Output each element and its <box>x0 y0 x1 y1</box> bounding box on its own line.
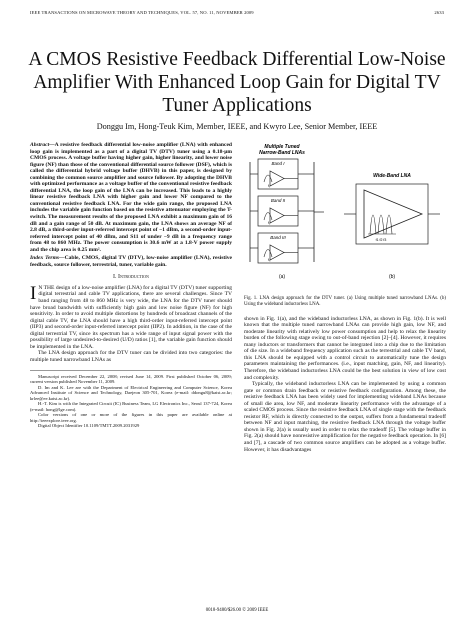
footnote-color: Color versions of one or more of the figures in this paper are available online at http://ieeexplore.ieee.org. <box>30 412 232 423</box>
page-number: 2633 <box>434 10 444 15</box>
subfigure-b-label: (b) <box>388 274 396 280</box>
running-head <box>30 10 444 15</box>
band2-amp-icon <box>270 208 284 223</box>
figure-1 <box>244 142 446 294</box>
right-body-text <box>244 316 446 453</box>
band1-amp-icon <box>270 171 284 186</box>
band2-label: Band II <box>270 198 286 203</box>
footnote <box>30 370 232 429</box>
paper-title: A CMOS Resistive Feedback Differential Low-Noise Amplifier With Enhanced Loop Gain for Digital TV Tuner Applications <box>28 49 446 116</box>
footnote-affiliation-1: D. Im and K. Lee are with the Department of Electrical Engineering and Computer Science, Korea Advanced Institute of Science and Technology, Daejeon 305-701, Korea (e-mail: ddongu8@kaist.ac.kr; krlee@ee.kaist.ac.kr). <box>30 384 232 401</box>
body-paragraph-1: shown in Fig. 1(a), and the wideband inductorless LNA, as shown in Fig. 1(b). It is well known that the multiple tuned narrowband LNAs can provide high gain, low NF, and moderate linearity with relatively low power consumption and help to relax the linearity burden of the following stage owing to out-of-band rejection [2]–[4]. However, it requires many inductors or transformers that cannot be integrated into a chip due to the limitation of die size. In a wideband frequency application such as the terrestrial and cable TV band, this LNA should be equipped with a control circuit to automatically tune the design parameters maintaining the performances. (i.e., input matching, gain, NF, and linearity). Therefore, the wideband inductorless LNA could be the best solution in view of low cost and complexity. <box>244 315 446 381</box>
band2-freq: f₂ <box>268 221 271 225</box>
index-terms <box>30 255 232 268</box>
copyright-note: 0018-9480/$26.00 © 2009 IEEE <box>205 608 269 613</box>
section-heading-introduction: I. Introduction <box>113 274 149 281</box>
band1-label: Band I <box>271 161 285 166</box>
footnote-manuscript: Manuscript received December 22, 2008; revised June 14, 2009. First published October 06, 2009; current version published November 11, 2009. <box>30 373 232 384</box>
intro-paragraph <box>30 282 232 350</box>
abstract <box>30 142 232 253</box>
footnote-doi: Digital Object Identifier 10.1109/TMTT.2009.2031929 <box>38 423 140 428</box>
wideband-box <box>356 184 428 244</box>
wideband-freqs: f1 f2 f3 <box>375 238 387 242</box>
subfigure-a-label: (a) <box>278 274 286 280</box>
drop-cap: I <box>30 282 37 304</box>
label-wide-band: Wide-Band LNA <box>373 173 411 179</box>
band1-filter-icon <box>264 175 272 182</box>
band2-filter-icon <box>264 213 272 221</box>
band3-amp-icon <box>270 245 284 260</box>
band3-label: Band III <box>270 235 286 240</box>
intro-text: N THE design of a low-noise amplifier (LNA) for a digital TV (DTV) tuner supporting digital terrestrial and cable TV applications, there are several challenges. Since TV band ranging from 48 to 860 MHz is very wide, the LNA for the DTV tuner should have broad bandwidth with sufficiently high gain and low noise figure (NF) for high sensitivity. In order to avoid multiple distortions by hundreds of broadcast channels of the digital cable TV, the LNA should have a high third-order input-referred intercept point (IIP3) and second-order input-referred intercept point (IIP2). In addition, in the case of the digital terrestrial TV, since its spectrum has a wide range of input signal power with the possibility of large undesired-to-desired (U/D) ratios [1], the variable gain function should be implemented in the LNA. <box>30 284 232 350</box>
figure-1-diagram <box>244 142 446 294</box>
abstract-label: Abstract— <box>30 142 55 148</box>
abstract-text: A resistive feedback differential low-noise amplifier (LNA) with enhanced loop gain is implemented as a part of a digital TV (DTV) tuner using a 0.18-μm CMOS process. A voltage buffer having higher gain, higher linearity, and lower noise figure (NF) than those of the conventional differential source follower (DSF), which is called the differential hybrid voltage buffer (DHVB) in this paper, is designed by combining the common source amplifier and source follower. By adopting the DHVB with optimized performance as a voltage buffer of the conventional resistive feedback differential LNA, the loop gain of the LNA can be increased. This leads to a highly linear resistive feedback LNA with higher gain and lower NF compared to the conventional resistive feedback LNA. For the wide gain range, the proposed LNA includes the variable gain function based on the resistive attenuator employing the T-switch. The measurement results of the proposed LNA exhibit a maximum gain of 16 dB and a gain range of 50 dB. At maximum gain, the LNA shows an average NF of 2.8 dB, a third-order input-referred intercept point of −1 dBm, a second-order input-referred intercept point of 40 dBm, and S11 of under −9 dB in a frequency range from 48 to 860 MHz. The power consumption is 30.6 mW at a 1.8-V power supply and the chip area is 0.25 mm². <box>30 142 232 253</box>
index-terms-label: Index Terms— <box>30 255 65 262</box>
figure-1-caption: Fig. 1. LNA design approach for the DTV tuner. (a) Using multiple tuned narrowband LNAs. (b) Using the wideband inductorless LNA. <box>244 296 446 307</box>
body-paragraph-2: Typically, the wideband inductorless LNA can be implemented by using a common gate or common drain feedback or resistive feedback configuration. Among these, the resistive feedback LNA has been widely used for implementing wideband LNAs because of small die area, low NF, and moderate linearity performance with the advantage of a scaled CMOS process. Since the resistive feedback LNA of single stage with the feedback resistor RF, which is directly connected to the output, suffers from a fundamental tradeoff between NF and input matching, the resistive feedback LNA through the voltage buffer shown in Fig. 2(a) is usually used in order to relax the tradeoff [5]. The voltage buffer in Fig. 2(a) should have nonresistive amplification for the negative feedback operation. In [6] and [7], a cascade of two common source amplifiers can be adopted as a voltage buffer. However, it has disadvantages <box>244 381 446 453</box>
index-terms-text: Cable, CMOS, digital TV (DTV), low-noise amplifier (LNA), resistive feedback, source follower, terrestrial, tuner, variable gain. <box>30 255 232 268</box>
left-column <box>30 142 232 429</box>
footnote-affiliation-2: H.-T. Kim is with the Integrated Circuit (IC) Business Team, LG Electronics Inc., Seoul 137-724, Korea (e-mail: hong@lge.com). <box>30 401 232 412</box>
label-multiple-tuned: Multiple Tuned Narrow-Band LNAs <box>259 144 305 156</box>
journal-name: IEEE TRANSACTIONS ON MICROWAVE THEORY AND TECHNIQUES, VOL. 57, NO. 11, NOVEMBER 2009 <box>30 10 254 15</box>
author-list: Donggu Im, Hong-Teuk Kim, Member, IEEE, and Kwyro Lee, Senior Member, IEEE <box>96 122 378 131</box>
intro-paragraph-2: The LNA design approach for the DTV tuner can be divided into two categories: the multiple tuned narrowband LNAs as <box>30 350 232 363</box>
band1-freq: f₁ <box>268 184 271 188</box>
wideband-amp-icon <box>364 190 422 238</box>
band3-freq: f₃ <box>268 258 271 262</box>
band3-filter-icon <box>264 250 272 258</box>
right-column <box>244 142 446 453</box>
